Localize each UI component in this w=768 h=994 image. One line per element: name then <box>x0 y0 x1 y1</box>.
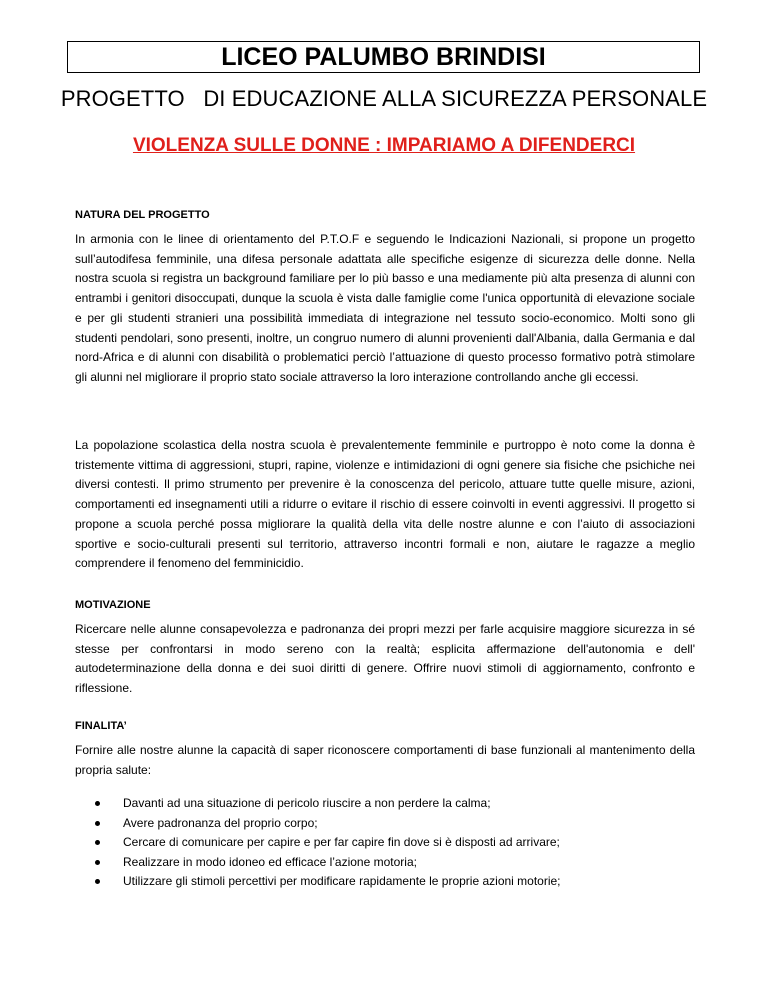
list-item-text: Utilizzare gli stimoli percettivi per modificare rapidamente le proprie azioni motorie; <box>123 874 561 889</box>
list-item-text: Avere padronanza del proprio corpo; <box>123 815 318 830</box>
bullet-icon <box>95 801 100 806</box>
school-title: LICEO PALUMBO BRINDISI <box>67 41 700 73</box>
paragraph-natura-1: In armonia con le linee di orientamento del P.T.O.F e seguendo le Indicazioni Nazionali, si propone un progetto sull’autodifesa femminile, una difesa personale adattata alle specifiche esigenze di sicurezza delle donne. Nella nostra scuola si registra un background familiare per lo più basso e una mediamente più alta presenza di alunni con entrambi i genitori disoccupati, dunque la scuola è vista dalle famiglie come l'unica opportunità di elevazione sociale e per gli studenti stranieri una possibilità immediata di integrazione nel tessuto socio-economico. Molti sono gli studenti pendolari, sono presenti, inoltre, un congruo numero di alunni provenienti dall'Albania, dalla Germania e dal nord-Africa e di alunni con disabilità o problematici perciò l’attuazione di questo processo formativo potrà stimolare gli alunni nel migliorare il proprio stato sociale attraverso la loro interazione controllando anche gli eccessi. <box>75 232 695 384</box>
list-item <box>95 833 705 853</box>
finalita-list <box>95 794 705 892</box>
list-item-text: Cercare di comunicare per capire e per far capire fin dove si è disposti ad arrivare; <box>123 835 560 850</box>
bullet-icon <box>95 840 100 845</box>
paragraph-natura-2: La popolazione scolastica della nostra scuola è prevalentemente femminile e purtroppo è noto come la donna è tristemente vittima di aggressioni, stupri, rapine, violenze e intimidazioni di ogni genere sia fisiche che psichiche nei diversi contesti. Il primo strumento per prevenire è la conoscenza del pericolo, attuare tutte quelle misure, azioni, comportamenti ed insegnamenti utili a ridurre o evitare il rischio di essere coinvolti in eventi aggressivi. Il progetto si propone a scuola perché possa migliorare la qualità della vita delle nostre alunne e con l’aiuto di associazioni sportive e socio-culturali presenti sul territorio, attraverso incontri formali e non, aiutare le ragazze a meglio comprendere il fenomeno del femminicidio. <box>75 438 695 571</box>
heading-finalita: FINALITA’ <box>75 720 127 732</box>
heading-motivazione: MOTIVAZIONE <box>75 599 151 611</box>
list-item <box>95 794 705 814</box>
list-item <box>95 853 705 873</box>
bullet-icon <box>95 879 100 884</box>
paragraph-finalita: Fornire alle nostre alunne la capacità di saper riconoscere comportamenti di base funzionali al mantenimento della propria salute: <box>75 743 695 777</box>
list-item-text: Davanti ad una situazione di pericolo riuscire a non perdere la calma; <box>123 796 491 810</box>
bullet-icon <box>95 860 100 865</box>
headline: VIOLENZA SULLE DONNE : IMPARIAMO A DIFENDERCI <box>132 135 636 156</box>
list-item <box>95 814 705 834</box>
heading-natura: NATURA DEL PROGETTO <box>75 209 210 221</box>
list-item <box>95 872 705 892</box>
paragraph-motivazione: Ricercare nelle alunne consapevolezza e padronanza dei propri mezzi per farle acquisire maggiore sicurezza in sé stesse per confrontarsi in modo sereno con la realtà; esplicita affermazione dell'autonomia e dell' autodeterminazione della donna e dei suoi diritti di genere. Offrire nuovi stimoli di aggiornamento, confronto e riflessione. <box>75 622 695 696</box>
list-item-text: Realizzare in modo idoneo ed efficace l’azione motoria; <box>123 854 417 869</box>
bullet-icon <box>95 821 100 826</box>
project-title: PROGETTO DI EDUCAZIONE ALLA SICUREZZA PERSONALE <box>60 86 708 111</box>
